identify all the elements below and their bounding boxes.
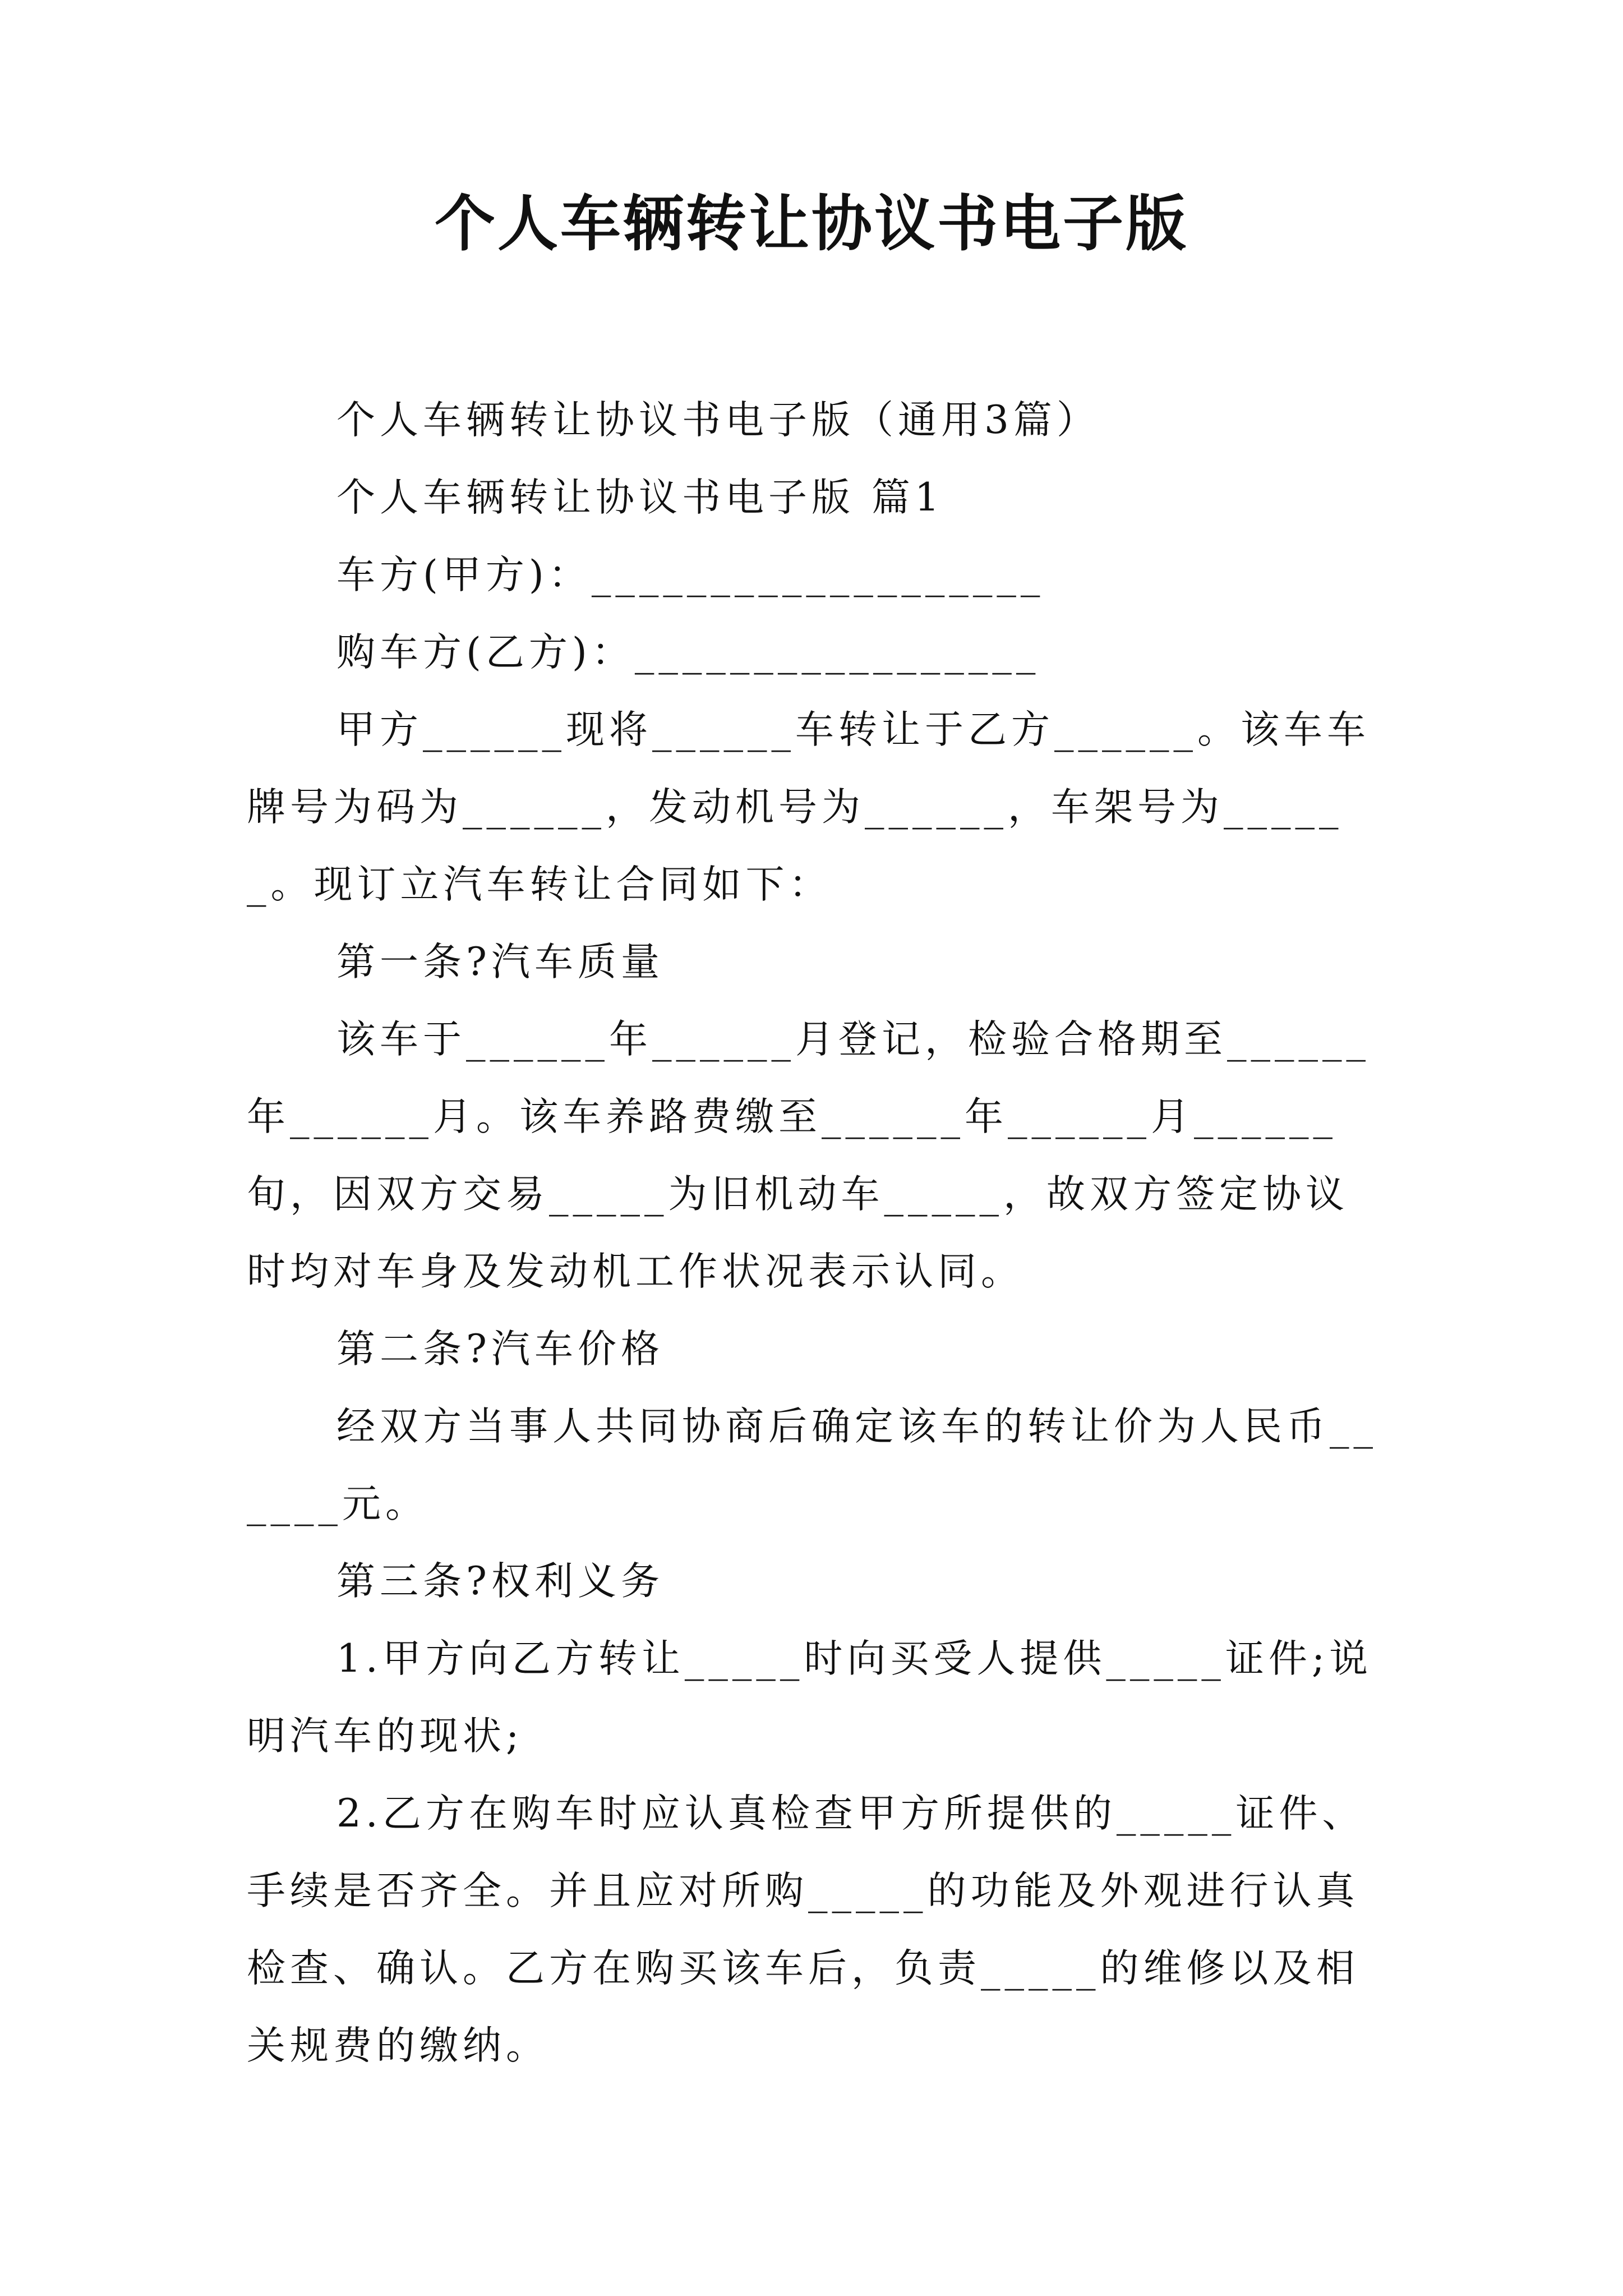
paragraph-2: 个人车辆转让协议书电子版 篇1 xyxy=(336,475,944,520)
paragraph-3: 车方(甲方)：___________________ xyxy=(336,553,1045,597)
paragraph-4: 购车方(乙方)：_________________ xyxy=(336,630,1040,675)
paragraph-5: 甲方______现将______车转让于乙方______。该车车牌号为码为______，发动机号为______，车架号为______。现订立汽车转让合同如下： xyxy=(247,707,1370,907)
paragraph-6: 第一条?汽车质量 xyxy=(336,940,664,984)
paragraph-7: 该车于______年______月登记，检验合格期至______年______月。该车养路费缴至______年______月______旬，因双方交易_____为旧机动车_____，故双方签定协议时均对车身及发动机工作状况表示认同。 xyxy=(247,1017,1370,1294)
document-title: 个人车辆转让协议书电子版 xyxy=(434,188,1188,259)
paragraph-11: 1.甲方向乙方转让_____时向买受人提供_____证件;说明汽车的现状; xyxy=(247,1636,1373,1759)
paragraph-10: 第三条?权利义务 xyxy=(336,1559,664,1604)
document-body xyxy=(247,381,1391,2085)
paragraph-1: 个人车辆转让协议书电子版（通用3篇） xyxy=(336,398,1100,443)
paragraph-12: 2.乙方在购车时应认真检查甲方所提供的_____证件、手续是否齐全。并且应对所购_____的功能及外观进行认真检查、确认。乙方在购买该车后，负责_____的维修以及相关规费的缴纳。 xyxy=(247,1791,1366,2068)
paragraph-8: 第二条?汽车价格 xyxy=(336,1327,664,1372)
paragraph-9: 经双方当事人共同协商后确定该车的转让价为人民币______元。 xyxy=(247,1404,1377,1526)
